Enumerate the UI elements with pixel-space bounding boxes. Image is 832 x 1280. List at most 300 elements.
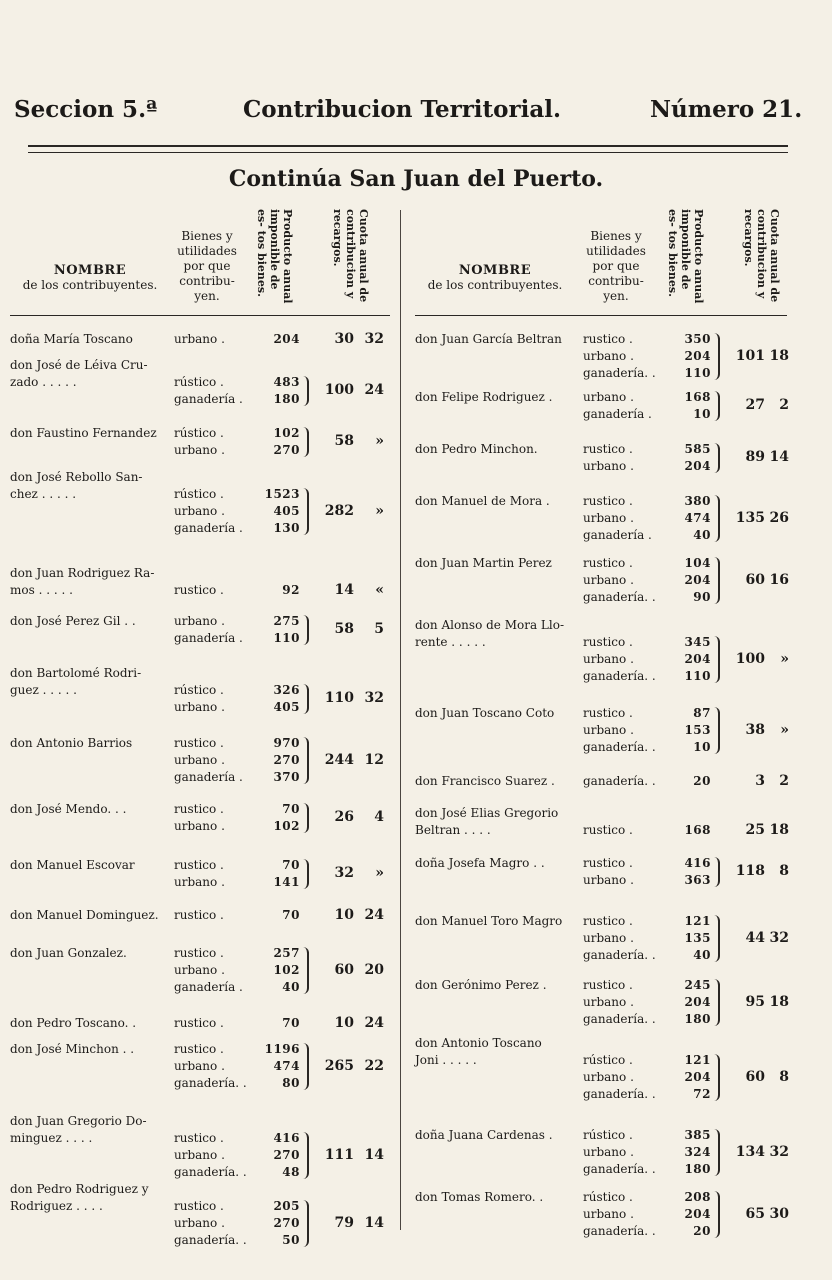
contributor-name-line: Rodriguez . . . . [10,1199,103,1213]
quota-value: 3 [755,772,765,789]
product-value: 204 [684,1207,711,1221]
quota-cents: 8 [779,863,789,879]
header-name [415,263,575,293]
product-value: 208 [684,1190,711,1204]
grouping-brace [303,376,309,406]
quota-cents: 5 [374,621,384,637]
contributor-name-line: don Juan Rodriguez Ra- [10,566,155,580]
grouping-brace [303,803,309,833]
goods-type: urbano . [583,1145,634,1159]
page-title: Contribucion Territorial. [243,96,562,123]
product-value: 416 [273,1131,300,1145]
goods-type: urbano . [583,390,634,404]
contributor-name [10,945,170,962]
column-divider [400,210,401,1230]
contributor-name [415,1127,579,1144]
contributor-name-line: don José de Léiva Cru- [10,358,148,372]
product-value: 50 [282,1233,300,1247]
product-value: 345 [684,635,711,649]
contributor-name-line: don José Minchon . . [10,1042,135,1056]
contributor-name [10,665,170,699]
contributor-name-line: don Pedro Rodriguez y [10,1182,149,1196]
quota-value: 100 [735,650,765,667]
product-value: 275 [273,614,300,628]
goods-type: rustico . [174,1042,224,1056]
contributor-name-line: don Manuel Escovar [10,858,135,872]
quota-cents: » [375,865,384,881]
product-value: 168 [684,823,711,837]
product-value: 110 [684,669,711,683]
header-goods-line: utilidades [586,244,646,258]
contributor-name-line: don Antonio Toscano [415,1036,542,1050]
product-value: 153 [684,723,711,737]
goods-type: rústico . [174,426,224,440]
header-product: Producto anual imponible de es- tos bienes. [666,209,705,304]
quota-value: 60 [745,1068,765,1085]
goods-type: ganadería. . [174,1233,247,1247]
product-value: 70 [282,1016,300,1030]
product-value: 204 [684,459,711,473]
product-value: 326 [273,683,300,697]
goods-type: urbano . [583,1207,634,1221]
header-goods-line: yen. [603,289,629,303]
grouping-brace [714,707,720,754]
contributor-name [415,1035,579,1069]
grouping-brace [714,557,720,604]
goods-type: ganadería. . [583,1087,656,1101]
header-name-bottom: de los contribuyentes. [427,278,563,292]
contributor-name-line: don José Perez Gil . . [10,614,136,628]
goods-type: rustico . [583,442,633,456]
header-name-top: NOMBRE [458,263,532,278]
grouping-brace [303,859,309,889]
goods-type: rústico . [583,1053,633,1067]
goods-type: urbano . [174,1148,225,1162]
product-value: 205 [273,1199,300,1213]
grouping-brace [714,1191,720,1238]
header-rule [28,145,788,147]
grouping-brace [303,737,309,784]
product-value: 70 [282,802,300,816]
product-value: 102 [273,963,300,977]
goods-type: rústico . [583,1190,633,1204]
product-value: 180 [684,1162,711,1176]
goods-type: rustico . [174,1131,224,1145]
goods-type: ganadería . [174,521,243,535]
contributor-name-line: don Tomas Romero. . [415,1190,544,1204]
contributor-name [10,1015,170,1032]
quota-value: 265 [324,1057,354,1074]
contributor-name [415,977,579,994]
grouping-brace [714,915,720,962]
contributor-name-line: don Juan Gregorio Do- [10,1114,147,1128]
contributor-name-line: minguez . . . . [10,1131,93,1145]
contributor-name-line: don José Elias Gregorio [415,806,559,820]
contributor-name-line: don Francisco Suarez . [415,774,555,788]
product-value: 270 [273,443,300,457]
header-name-bottom: de los contribuyentes. [22,278,158,292]
grouping-brace [714,391,720,421]
goods-type: rústico . [174,487,224,501]
goods-type: urbano . [583,931,634,945]
contributor-name [10,1181,170,1215]
contributor-name-line: doña Juana Cardenas . [415,1128,553,1142]
contributor-name [10,565,170,599]
header-goods-line: Bienes y [590,229,642,243]
goods-type: urbano . [174,819,225,833]
product-value: 40 [693,528,711,542]
contributor-name-line: doña Josefa Magro . . [415,856,545,870]
product-value: 135 [684,931,711,945]
contributor-name-line: don Juan García Beltran [415,332,562,346]
quota-value: 14 [334,581,354,598]
column-header [10,205,390,317]
grouping-brace [303,427,309,457]
quota-value: 58 [334,621,354,637]
product-value: 40 [693,948,711,962]
product-value: 72 [693,1087,711,1101]
contributor-name-line: don Antonio Barrios [10,736,133,750]
right-column [415,205,790,1238]
quota-cents: 4 [374,809,384,825]
goods-type: urbano . [174,1059,225,1073]
contributor-name-line: don Alonso de Mora Llo- [415,618,565,632]
header-product: Producto anual imponible de es- tos bienes. [255,209,294,304]
goods-type: urbano . [583,459,634,473]
contributor-name-line: mos . . . . . [10,583,73,597]
quota-value: 100 [324,382,354,398]
product-value: 110 [273,631,300,645]
goods-type: urbano . [583,995,634,1009]
goods-type: urbano . [174,875,225,889]
header-rule-thin [28,152,788,153]
quota-cents: 2 [779,772,789,789]
goods-type: rustico . [583,823,633,837]
quota-cents: 2 [779,397,789,413]
header-name-top: NOMBRE [53,263,127,278]
product-value: 20 [693,1224,711,1238]
contributor-name-line: don Manuel Toro Magro [415,914,563,928]
product-value: 270 [273,753,300,767]
product-value: 585 [684,442,711,456]
product-value: 380 [684,494,711,508]
quota-value: 111 [324,1146,354,1163]
quota-value: 38 [745,721,765,738]
contributor-name-line: doña María Toscano [10,332,133,346]
header-name [10,263,170,293]
grouping-brace [303,1200,309,1247]
product-value: 405 [273,504,300,518]
contributor-name-line: don Juan Martin Perez [415,556,552,570]
grouping-brace [303,684,309,714]
contributor-name [10,1113,170,1147]
quota-value: 65 [745,1205,765,1222]
product-value: 1196 [264,1042,300,1056]
goods-type: rustico . [583,332,633,346]
goods-type: ganadería. . [583,1224,656,1238]
grouping-brace [714,333,720,380]
contributor-name-line: don Manuel de Mora . [415,494,550,508]
goods-type: ganadería. . [174,1076,247,1090]
contributor-name-line: don Bartolomé Rodri- [10,666,142,680]
contributor-name-line: don Juan Toscano Coto [415,706,555,720]
contributor-name [10,907,170,924]
goods-type: rustico . [174,802,224,816]
goods-type: rustico . [583,978,633,992]
quota-cents: 16 [769,571,789,588]
product-value: 270 [273,1148,300,1162]
quota-value: 25 [745,821,765,838]
contributor-name [10,857,170,874]
goods-type: rustico . [174,583,224,597]
goods-type: urbano . [174,700,225,714]
grouping-brace [714,857,720,887]
goods-type: urbano . [174,443,225,457]
contributor-name [415,331,579,348]
goods-type: ganadería. . [583,669,656,683]
grouping-brace [303,947,309,994]
goods-type: ganadería . [583,528,652,542]
product-value: 48 [282,1165,300,1179]
quota-value: 118 [735,863,765,879]
quota-value: 95 [745,993,765,1010]
contributor-name [10,1041,170,1058]
goods-type: ganadería. . [174,1165,247,1179]
product-value: 385 [684,1128,711,1142]
goods-type: ganadería . [174,631,243,645]
quota-value: 26 [334,809,354,825]
product-value: 90 [693,590,711,604]
product-value: 474 [273,1059,300,1073]
product-value: 204 [684,573,711,587]
quota-value: 282 [324,502,354,519]
product-value: 87 [693,706,711,720]
product-value: 204 [684,349,711,363]
quota-cents: « [375,581,384,598]
contributor-name [10,613,170,630]
grouping-brace [714,636,720,683]
grouping-brace [714,495,720,542]
contributor-name-line: don Faustino Fernandez [10,426,157,440]
contributor-name-line: don Juan Gonzalez. [10,946,127,960]
goods-type: urbano . [174,504,225,518]
product-value: 970 [273,736,300,750]
quota-cents: 30 [769,1205,789,1222]
quota-value: 134 [735,1143,765,1160]
header-quota: Cuota anual de contribucion y recargos. [742,209,781,303]
grouping-brace [714,1129,720,1176]
goods-type: ganadería . [174,392,243,406]
product-value: 204 [684,1070,711,1084]
quota-cents: 32 [769,929,789,946]
goods-type: rustico . [174,946,224,960]
goods-type: ganadería. . [583,1162,656,1176]
section-label: Seccion 5.ª [14,96,158,123]
product-value: 405 [273,700,300,714]
product-value: 1523 [264,487,300,501]
goods-type: rustico . [174,1199,224,1213]
header-goods-line: Bienes y [181,229,233,243]
header-quota: Cuota anual de contribucion y recargos. [331,209,370,303]
product-value: 80 [282,1076,300,1090]
contributor-name [415,617,579,651]
product-value: 104 [684,556,711,570]
contributor-name [415,913,579,930]
product-value: 257 [273,946,300,960]
goods-type: ganadería. . [583,948,656,962]
contributor-name [10,801,170,818]
product-value: 110 [684,366,711,380]
contributor-name [10,425,170,442]
contributor-name [415,1189,579,1206]
product-value: 474 [684,511,711,525]
quota-cents: » [375,433,384,449]
goods-type: urbano . [583,1070,634,1084]
goods-type: rustico . [583,856,633,870]
product-value: 102 [273,426,300,440]
goods-type: rustico . [174,908,224,922]
quota-cents: 26 [769,509,789,526]
goods-type: ganadería. . [583,774,656,788]
header-rule-bottom [10,315,390,316]
product-value: 270 [273,1216,300,1230]
goods-type: ganadería. . [583,1012,656,1026]
goods-type: ganadería. . [583,366,656,380]
goods-type: rustico . [583,706,633,720]
goods-type: ganadería . [174,980,243,994]
quota-value: 10 [334,906,354,923]
header-goods-line: yen. [194,289,220,303]
quota-value: 27 [745,397,765,413]
contributor-name [10,331,170,348]
contributor-name-line: don José Rebollo San- [10,470,143,484]
product-value: 370 [273,770,300,784]
contributor-name-line: don José Mendo. . . [10,802,127,816]
goods-type: ganadería . [174,770,243,784]
grouping-brace [303,615,309,645]
quota-value: 44 [745,929,765,946]
quota-value: 60 [334,961,354,978]
goods-type: urbano . [583,723,634,737]
goods-type: rustico . [174,736,224,750]
quota-value: 79 [334,1214,354,1231]
goods-type: urbano . [174,332,225,346]
header-goods [172,229,242,304]
header-goods-line: contribu- [588,274,644,288]
product-value: 10 [693,740,711,754]
goods-type: ganadería . [583,407,652,421]
quota-cents: 18 [769,993,789,1010]
grouping-brace [714,1054,720,1101]
grouping-brace [303,1132,309,1179]
contributor-name [10,735,170,752]
quota-cents: 32 [364,330,384,347]
goods-type: urbano . [583,652,634,666]
goods-type: rústico . [583,1128,633,1142]
contributor-name-line: don Felipe Rodriguez . [415,390,553,404]
quota-cents: » [375,502,384,519]
quota-value: 101 [735,347,765,364]
product-value: 102 [273,819,300,833]
product-value: 40 [282,980,300,994]
product-value: 180 [273,392,300,406]
goods-type: rustico . [174,858,224,872]
product-value: 204 [684,652,711,666]
contributor-name-line: chez . . . . . [10,487,77,501]
page-number: Número 21. [650,96,803,123]
grouping-brace [714,443,720,473]
quota-cents: 8 [779,1068,789,1085]
quota-value: 135 [735,509,765,526]
grouping-brace [303,488,309,535]
product-value: 10 [693,407,711,421]
contributor-name [10,469,170,503]
goods-type: rústico . [174,683,224,697]
quota-cents: 18 [769,347,789,364]
quota-cents: 14 [364,1146,384,1163]
header-rule-bottom [415,315,787,316]
contributor-name-line: rente . . . . . [415,635,486,649]
product-value: 483 [273,375,300,389]
goods-type: urbano . [583,349,634,363]
goods-type: urbano . [174,753,225,767]
subtitle: Continúa San Juan del Puerto. [228,166,604,192]
grouping-brace [714,979,720,1026]
header-goods-line: por que [592,259,640,273]
goods-type: urbano . [174,963,225,977]
quota-value: 244 [324,751,354,768]
goods-type: urbano . [583,511,634,525]
quota-value: 10 [334,1014,354,1031]
grouping-brace [303,1043,309,1090]
contributor-name [415,555,579,572]
goods-type: rustico . [174,1016,224,1030]
quota-cents: 24 [364,906,384,923]
goods-type: rustico . [583,556,633,570]
product-value: 70 [282,858,300,872]
quota-cents: 20 [364,961,384,978]
product-value: 180 [684,1012,711,1026]
product-value: 141 [273,875,300,889]
header-goods-line: por que [183,259,231,273]
product-value: 70 [282,908,300,922]
goods-type: rústico . [174,375,224,389]
goods-type: urbano . [174,614,225,628]
goods-type: ganadería. . [583,590,656,604]
contributor-name [415,773,579,790]
contributor-name [415,389,579,406]
quota-value: 110 [324,690,354,706]
product-value: 130 [273,521,300,535]
contributor-name-line: zado . . . . . [10,375,77,389]
goods-type: rustico . [583,914,633,928]
goods-type: rustico . [583,635,633,649]
left-column [10,205,390,1247]
quota-cents: 14 [769,449,789,465]
header-goods-line: utilidades [177,244,237,258]
quota-cents: » [780,721,789,738]
quota-cents: 24 [364,1014,384,1031]
quota-cents: 32 [769,1143,789,1160]
product-value: 121 [684,1053,711,1067]
header-goods [581,229,651,304]
goods-type: ganadería. . [583,740,656,754]
product-value: 245 [684,978,711,992]
product-value: 204 [273,332,300,346]
contributor-name-line: don Manuel Dominguez. [10,908,159,922]
quota-value: 58 [334,433,354,449]
contributor-name [10,357,170,391]
